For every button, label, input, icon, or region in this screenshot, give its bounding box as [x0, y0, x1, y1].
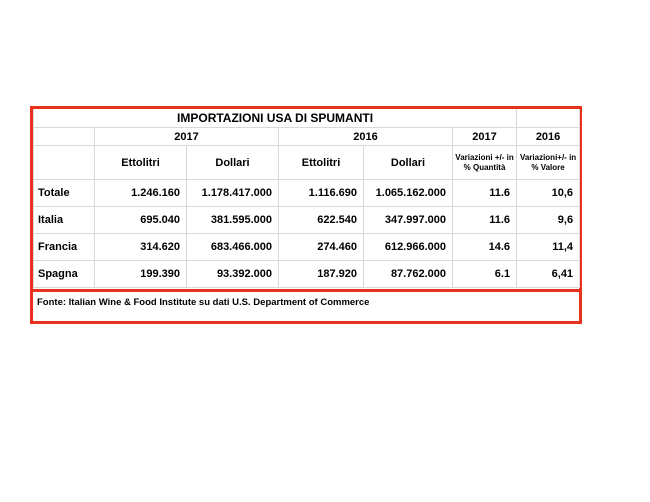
column-header-dollari-2016: Dollari [364, 146, 453, 180]
cell-variazione-quantita: 11.6 [453, 207, 517, 234]
column-header-ettolitri-2016: Ettolitri [279, 146, 364, 180]
cell-ettolitri-2016: 622.540 [279, 207, 364, 234]
row-label: Spagna [34, 261, 95, 288]
table-row [34, 207, 580, 234]
cell-ettolitri-2016: 187.920 [279, 261, 364, 288]
year-header-2016: 2016 [279, 128, 453, 146]
table-row [34, 234, 580, 261]
column-header-variazioni-valore: Variazioni+/- in % Valore [517, 146, 580, 180]
source-divider [33, 289, 579, 292]
row-label: Francia [34, 234, 95, 261]
row-label: Totale [34, 180, 95, 207]
column-header-ettolitri-2017: Ettolitri [95, 146, 187, 180]
table-frame [30, 106, 582, 324]
cell-dollari-2017: 1.178.417.000 [187, 180, 279, 207]
corner-cell [34, 128, 95, 146]
cell-ettolitri-2017: 199.390 [95, 261, 187, 288]
cell-dollari-2017: 381.595.000 [187, 207, 279, 234]
cell-variazione-valore: 6,41 [517, 261, 580, 288]
imports-table [33, 109, 580, 288]
cell-variazione-valore: 10,6 [517, 180, 580, 207]
variation-year-header-2016: 2016 [517, 128, 580, 146]
table-row [34, 261, 580, 288]
cell-variazione-valore: 11,4 [517, 234, 580, 261]
sub-corner-cell [34, 146, 95, 180]
cell-ettolitri-2017: 695.040 [95, 207, 187, 234]
cell-variazione-quantita: 14.6 [453, 234, 517, 261]
cell-dollari-2016: 612.966.000 [364, 234, 453, 261]
column-header-dollari-2017: Dollari [187, 146, 279, 180]
cell-variazione-quantita: 6.1 [453, 261, 517, 288]
cell-dollari-2017: 683.466.000 [187, 234, 279, 261]
year-header-2017: 2017 [95, 128, 279, 146]
title-empty-cell [517, 109, 580, 128]
cell-dollari-2017: 93.392.000 [187, 261, 279, 288]
cell-dollari-2016: 347.997.000 [364, 207, 453, 234]
source-note: Fonte: Italian Wine & Food Institute su dati U.S. Department of Commerce [37, 297, 370, 308]
cell-variazione-quantita: 11.6 [453, 180, 517, 207]
row-label: Italia [34, 207, 95, 234]
cell-ettolitri-2016: 274.460 [279, 234, 364, 261]
cell-ettolitri-2016: 1.116.690 [279, 180, 364, 207]
cell-dollari-2016: 1.065.162.000 [364, 180, 453, 207]
cell-ettolitri-2017: 314.620 [95, 234, 187, 261]
column-header-variazioni-quantita: Variazioni +/- in % Quantità [453, 146, 517, 180]
cell-ettolitri-2017: 1.246.160 [95, 180, 187, 207]
cell-dollari-2016: 87.762.000 [364, 261, 453, 288]
table-row [34, 180, 580, 207]
variation-year-header-2017: 2017 [453, 128, 517, 146]
table-title: IMPORTAZIONI USA DI SPUMANTI [34, 109, 517, 128]
cell-variazione-valore: 9,6 [517, 207, 580, 234]
